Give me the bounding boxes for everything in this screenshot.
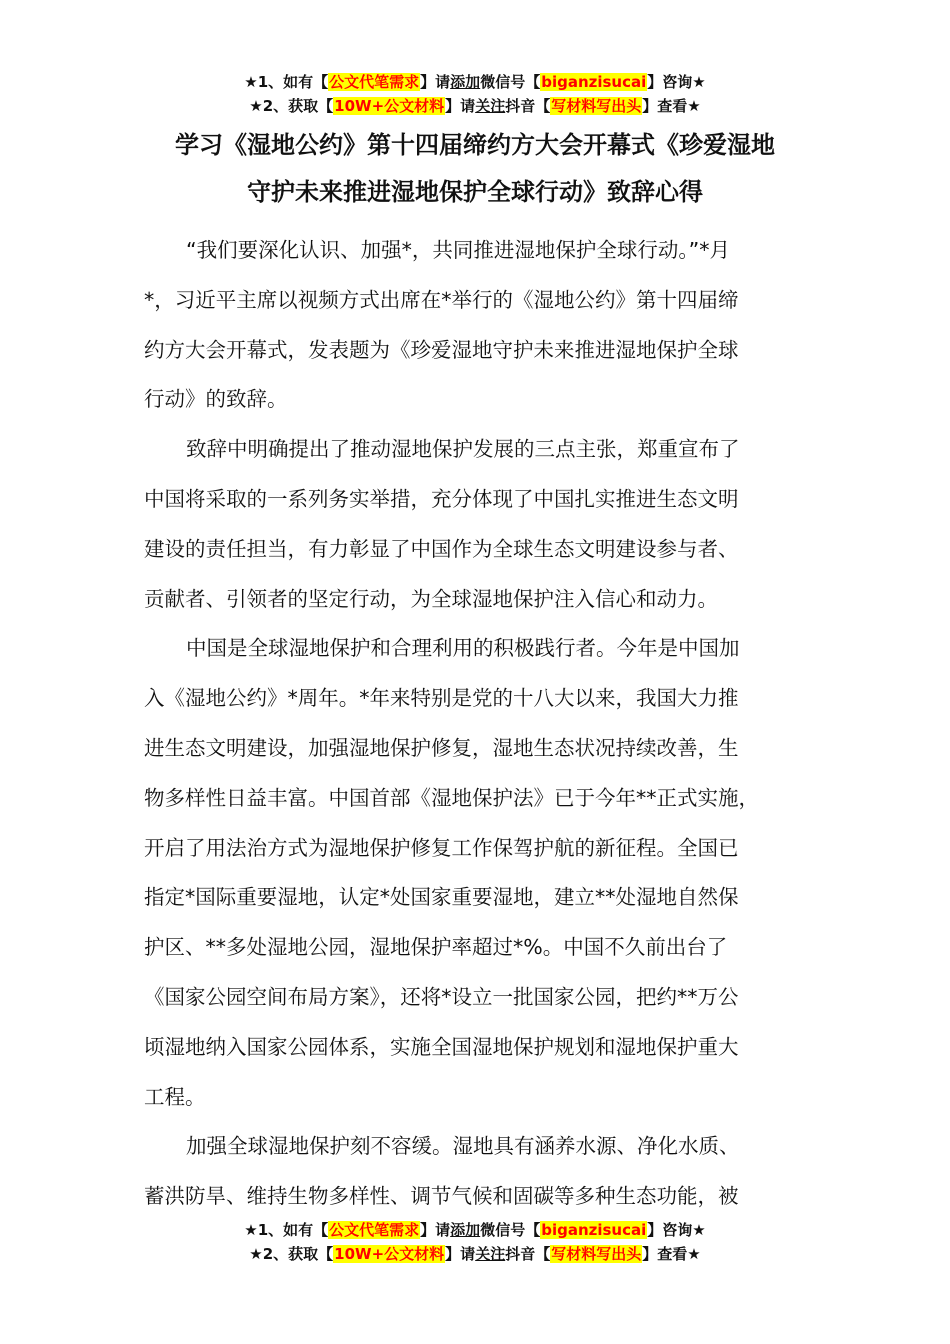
paragraph-line: 中国是全球湿地保护和合理利用的积极践行者。今年是中国加 [186,636,740,661]
highlight-ghostwriting: 公文代笔需求 [329,73,420,91]
paragraph-line: 物多样性日益丰富。中国首部《湿地保护法》已于今年**正式实施， [144,785,759,810]
top-promo-banner [0,70,950,118]
star-icon: ★ [244,73,258,91]
promo-line-1: ★1、如有【公文代笔需求】请添加微信号【biganzisucai】咨询★ [244,73,706,91]
paragraph-line: *，习近平主席以视频方式出席在*举行的《湿地公约》第十四届缔 [144,287,739,312]
promo-line-1: ★1、如有【公文代笔需求】请添加微信号【biganzisucai】咨询★ [244,1221,706,1239]
paragraph-line: 入《湿地公约》*周年。*年来特别是党的十八大以来，我国大力推 [144,686,739,711]
star-icon: ★ [692,73,706,91]
paragraph-line: 进生态文明建设，加强湿地保护修复，湿地生态状况持续改善，生 [144,735,739,760]
paragraph-line: 建设的责任担当，有力彰显了中国作为全球生态文明建设参与者、 [144,536,739,561]
paragraph-line: 开启了用法治方式为湿地保护修复工作保驾护航的新征程。全国已 [144,835,739,860]
bottom-promo-banner [0,1218,950,1266]
highlight-douyin-account: 写材料写出头 [551,97,642,115]
star-icon: ★ [687,1245,701,1263]
document-title [140,122,810,216]
highlight-wechat-id: biganzisucai [541,73,647,91]
paragraph-line: “我们要深化认识、加强*，共同推进湿地保护全球行动。”*月 [186,238,730,262]
highlight-ghostwriting: 公文代笔需求 [329,1221,420,1239]
paragraph-line: 行动》的致辞。 [144,387,288,412]
paragraph-line: 护区、**多处湿地公园，湿地保护率超过*%。中国不久前出台了 [144,935,728,960]
paragraph-line: 贡献者、引领者的坚定行动，为全球湿地保护注入信心和动力。 [144,586,718,611]
paragraph-line: 约方大会开幕式，发表题为《珍爱湿地守护未来推进湿地保护全球 [144,337,739,362]
paragraph-line: 致辞中明确提出了推动湿地保护发展的三点主张，郑重宣布了 [186,437,740,462]
paragraph-line: 工程。 [144,1084,206,1109]
paragraph-line: 蓄洪防旱、维持生物多样性、调节气候和固碳等多种生态功能，被 [144,1184,739,1209]
promo-line-2: ★2、获取【10W+公文材料】请关注抖音【写材料写出头】查看★ [249,1245,701,1263]
document-body [144,226,834,1222]
title-line: 守护未来推进湿地保护全球行动》致辞心得 [247,178,703,206]
highlight-materials: 10W+公文材料 [334,97,445,115]
highlight-materials: 10W+公文材料 [334,1245,445,1263]
paragraph-line: 加强全球湿地保护刻不容缓。湿地具有涵养水源、净化水质、 [186,1134,740,1159]
star-icon: ★ [249,97,263,115]
paragraph-line: 顷湿地纳入国家公园体系，实施全国湿地保护规划和湿地保护重大 [144,1034,739,1059]
highlight-wechat-id: biganzisucai [541,1221,647,1239]
paragraph-line: 《国家公园空间布局方案》，还将*设立一批国家公园，把约**万公 [144,984,739,1009]
paragraph-line: 中国将采取的一系列务实举措，充分体现了中国扎实推进生态文明 [144,486,739,511]
star-icon: ★ [249,1245,263,1263]
highlight-douyin-account: 写材料写出头 [551,1245,642,1263]
star-icon: ★ [244,1221,258,1239]
promo-line-2: ★2、获取【10W+公文材料】请关注抖音【写材料写出头】查看★ [249,97,701,115]
title-line: 学习《湿地公约》第十四届缔约方大会开幕式《珍爱湿地 [175,131,775,159]
star-icon: ★ [692,1221,706,1239]
paragraph-line: 指定*国际重要湿地，认定*处国家重要湿地，建立**处湿地自然保 [144,885,739,910]
star-icon: ★ [687,97,701,115]
